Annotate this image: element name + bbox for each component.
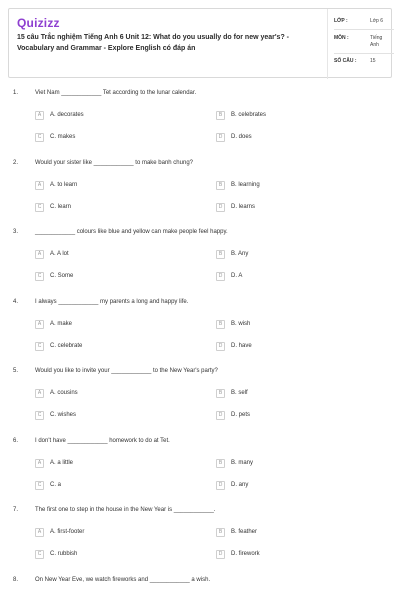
option-text: A. cousins (50, 390, 78, 396)
document-title: 15 câu Trắc nghiệm Tiếng Anh 6 Unit 12: What do you usually do for new year's? - Vocabulary and Grammar - Explore English có đáp án (17, 34, 289, 52)
answer-option-d[interactable] (216, 342, 386, 352)
option-letter-box[interactable]: B (216, 320, 225, 329)
option-text: A. to learn (50, 181, 78, 188)
answer-option-b[interactable] (216, 111, 386, 121)
question-number: 5. (13, 368, 19, 374)
answer-option-b[interactable] (216, 459, 386, 469)
document-header (8, 8, 392, 78)
question-text: I don't have ____________ homework to do at Tet. (35, 437, 170, 444)
option-letter-box[interactable]: A (35, 111, 44, 120)
option-letter-box[interactable]: A (35, 389, 44, 398)
grade-value: Lớp 6 (370, 18, 384, 24)
question-text: ____________ colours like blue and yellow can make people feel happy. (35, 229, 228, 235)
question-number: 8. (13, 576, 19, 583)
option-text: A. make (50, 320, 73, 327)
option-letter-box[interactable]: A (35, 528, 44, 537)
grade-label: LỚP : (334, 18, 348, 24)
question-number: 2. (13, 159, 19, 166)
answer-option-d[interactable] (216, 550, 386, 560)
option-text: D. have (231, 342, 252, 349)
option-text: A. a little (50, 459, 74, 466)
option-text: B. wish (231, 320, 251, 327)
answer-option-b[interactable] (216, 250, 386, 260)
answer-option-d[interactable] (216, 481, 386, 491)
answer-option-a[interactable] (35, 528, 205, 538)
option-letter-box[interactable]: D (216, 411, 225, 420)
option-letter-box[interactable]: D (216, 481, 225, 490)
answer-option-c[interactable] (35, 411, 205, 421)
option-letter-box[interactable]: B (216, 250, 225, 259)
answer-option-c[interactable] (35, 133, 205, 143)
question-number: 4. (13, 298, 19, 305)
answer-option-c[interactable] (35, 342, 205, 352)
answer-option-d[interactable] (216, 411, 386, 421)
meta-divider-line (334, 29, 394, 30)
question-count-value: 15 (370, 58, 376, 64)
subject-label: MÔN : (334, 35, 349, 41)
question-number: 3. (13, 229, 19, 235)
option-letter-box[interactable]: C (35, 481, 44, 490)
option-text: D. A (231, 273, 243, 279)
option-text: C. rubbish (50, 551, 78, 557)
option-letter-box[interactable]: A (35, 320, 44, 329)
option-letter-box[interactable]: C (35, 411, 44, 420)
question-count-label: SỐ CÂU : (334, 58, 357, 64)
option-letter-box[interactable]: A (35, 250, 44, 259)
option-text: C. a (50, 481, 62, 488)
option-letter-box[interactable]: B (216, 459, 225, 468)
answer-option-c[interactable] (35, 203, 205, 213)
answer-option-a[interactable] (35, 320, 205, 330)
quizizz-logo: Quizizz (17, 16, 60, 30)
option-text: C. learn (50, 203, 72, 210)
answer-option-a[interactable] (35, 389, 205, 399)
answer-option-d[interactable] (216, 133, 386, 143)
option-text: D. pets (231, 412, 251, 418)
option-letter-box[interactable]: B (216, 389, 225, 398)
question-text: The first one to step in the house in the New Year is ____________. (35, 507, 216, 513)
option-text: B. feather (231, 529, 258, 535)
answer-option-d[interactable] (216, 272, 386, 282)
option-text: A. decorates (50, 112, 84, 118)
option-letter-box[interactable]: C (35, 550, 44, 559)
option-letter-box[interactable]: D (216, 133, 225, 142)
option-letter-box[interactable]: D (216, 342, 225, 351)
option-text: A. A lot (50, 251, 69, 257)
option-text: D. does (231, 134, 252, 140)
option-text: B. many (231, 459, 254, 466)
option-letter-box[interactable]: C (35, 272, 44, 281)
question-text: Would your sister like ____________ to make banh chung? (35, 159, 193, 166)
question-text: Would you like to invite your ____________ to the New Year's party? (35, 368, 218, 374)
answer-option-a[interactable] (35, 181, 205, 191)
question-number: 7. (13, 507, 19, 513)
option-text: B. celebrates (231, 112, 267, 118)
meta-divider (327, 9, 328, 79)
answer-option-b[interactable] (216, 528, 386, 538)
option-letter-box[interactable]: D (216, 272, 225, 281)
option-letter-box[interactable]: C (35, 133, 44, 142)
option-letter-box[interactable]: B (216, 181, 225, 190)
option-text: C. wishes (50, 412, 77, 418)
question-text: Viet Nam ____________ Tet according to the lunar calendar. (35, 90, 197, 96)
option-letter-box[interactable]: B (216, 528, 225, 537)
option-letter-box[interactable]: C (35, 342, 44, 351)
option-text: B. self (231, 390, 248, 396)
meta-divider-line (334, 53, 394, 54)
subject-value: Tiếng Anh (370, 35, 383, 48)
answer-option-a[interactable] (35, 250, 205, 260)
option-letter-box[interactable]: D (216, 550, 225, 559)
answer-option-a[interactable] (35, 111, 205, 121)
option-text: D. learns (231, 203, 256, 210)
option-letter-box[interactable]: D (216, 203, 225, 212)
answer-option-d[interactable] (216, 203, 386, 213)
option-text: B. learning (231, 181, 260, 188)
option-letter-box[interactable]: A (35, 181, 44, 190)
option-text: C. Some (50, 273, 74, 279)
option-text: B. Any (231, 251, 249, 257)
option-text: C. makes (50, 134, 76, 140)
answer-option-b[interactable] (216, 389, 386, 399)
option-letter-box[interactable]: C (35, 203, 44, 212)
option-letter-box[interactable]: A (35, 459, 44, 468)
option-text: A. first-footer (50, 529, 85, 535)
answer-option-c[interactable] (35, 550, 205, 560)
option-text: D. firework (231, 551, 260, 557)
option-text: D. any (231, 481, 249, 488)
answer-option-b[interactable] (216, 320, 386, 330)
option-text: C. celebrate (50, 342, 83, 349)
answer-option-c[interactable] (35, 481, 205, 491)
question-text: I always ____________ my parents a long and happy life. (35, 298, 189, 305)
question-number: 1. (13, 90, 19, 96)
option-letter-box[interactable]: B (216, 111, 225, 120)
answer-option-b[interactable] (216, 181, 386, 191)
answer-option-c[interactable] (35, 272, 205, 282)
answer-option-a[interactable] (35, 459, 205, 469)
question-number: 6. (13, 437, 19, 444)
question-text: On New Year Eve, we watch fireworks and ____________ a wish. (35, 576, 211, 583)
